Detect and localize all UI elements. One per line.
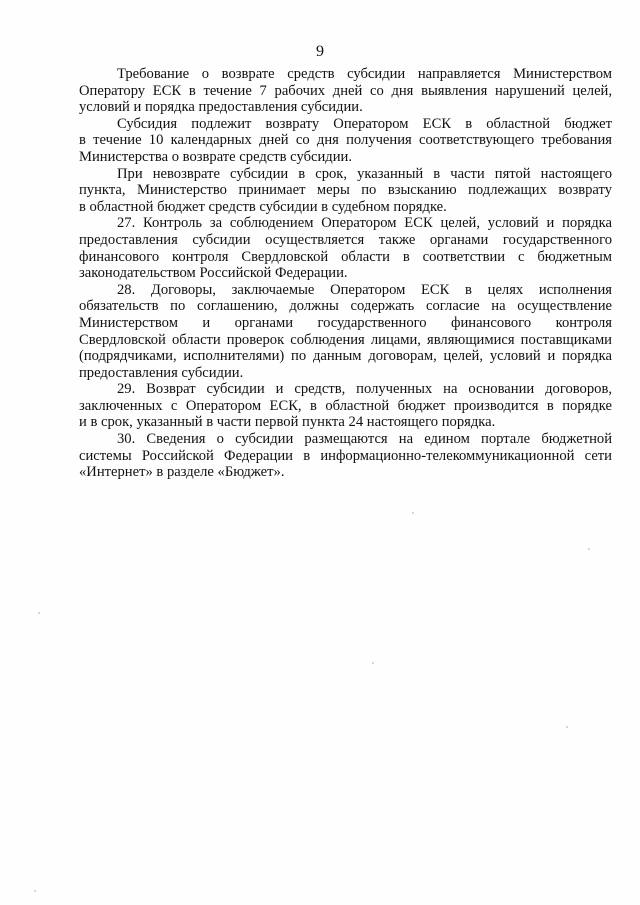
scan-speck [566,726,568,728]
paragraph-line: и в срок, указанный в части первой пункта 24 настоящего порядка. [79,414,496,431]
paragraph-line: «Интернет» в разделе «Бюджет». [79,464,285,481]
paragraph-line: законодательством Российской Федерации. [79,265,348,282]
paragraph-line: Министерством и органами государственного финансового контроля [79,314,612,331]
paragraph-line: системы Российской Федерации в информационно-телекоммуникационной сети [79,447,612,464]
scan-speck [372,662,374,664]
document-body [79,66,612,481]
paragraph [79,66,612,116]
paragraph-line: в течение 10 календарных дней со дня получения соответствующего требования [79,132,612,149]
scan-speck [412,512,414,514]
paragraph [79,381,612,431]
paragraph-line: Оператору ЕСК в течение 7 рабочих дней со дня выявления нарушений целей, [79,82,612,99]
paragraph-line: Субсидия подлежит возврату Оператором ЕСК в областной бюджет [117,115,612,132]
paragraph-line: Требование о возврате средств субсидии направляется Министерством [117,66,612,82]
scan-speck [588,548,590,550]
paragraph-line: предоставления субсидии. [79,364,244,381]
paragraph-line: 28. Договоры, заключаемые Оператором ЕСК в целях исполнения [117,281,612,298]
paragraph-line: 29. Возврат субсидии и средств, полученных на основании договоров, [117,381,612,398]
paragraph-line: Министерства о возврате средств субсидии. [79,148,352,165]
paragraph-line: условий и порядка предоставления субсидии. [79,99,363,116]
paragraph-line: 27. Контроль за соблюдением Оператором ЕСК целей, условий и порядка [117,215,612,232]
paragraph-line: в областной бюджет средств субсидии в судебном порядке. [79,198,447,215]
paragraph-line: (подрядчиками, исполнителями) по данным договорам, целей, условий и порядка [79,348,612,365]
paragraph [79,431,612,481]
paragraph-line: 30. Сведения о субсидии размещаются на едином портале бюджетной [117,431,612,448]
paragraph-line: обязательств по соглашению, должны содержать согласие на осуществление [79,298,612,315]
page-number: 9 [316,43,324,60]
paragraph [79,116,612,166]
paragraph [79,282,612,382]
paragraph-line: предоставления субсидии осуществляется также органами государственного [79,231,612,248]
paragraph-line: При невозврате субсидии в срок, указанный в части пятой настоящего [117,165,612,182]
paragraph-line: Свердловской области проверок соблюдения лицами, являющимися поставщиками [79,331,612,348]
paragraph-line: финансового контроля Свердловской области в соответствии с бюджетным [79,248,612,265]
scan-speck [34,890,36,892]
scan-speck [38,612,40,614]
paragraph-line: пункта, Министерство принимает меры по взысканию подлежащих возврату [79,182,612,199]
paragraph-line: заключенных с Оператором ЕСК, в областной бюджет производится в порядке [79,397,612,414]
paragraph [79,166,612,216]
paragraph [79,215,612,281]
